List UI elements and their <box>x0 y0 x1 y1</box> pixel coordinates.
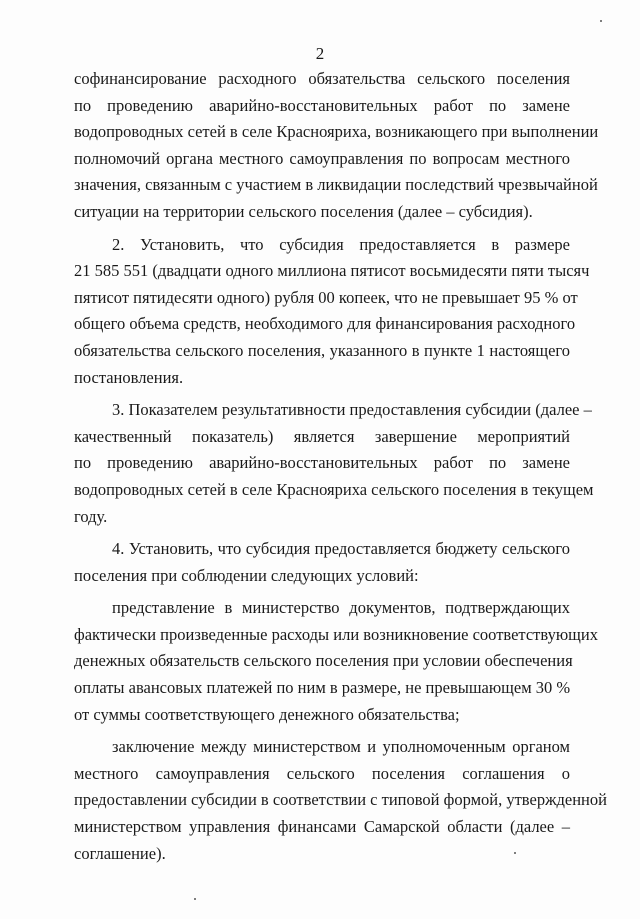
text-line: заключение между министерством и уполномоченным органом <box>112 737 570 757</box>
text-line: общего объема средств, необходимого для финансирования расходного <box>74 314 576 334</box>
text-line: фактически произведенные расходы или возникновение соответствующих <box>74 624 598 644</box>
text-line: значения, связанным с участием в ликвидации последствий чрезвычайной <box>74 175 598 195</box>
text-line: министерством управления финансами Самарской области (далее – <box>74 817 570 837</box>
text-line: денежных обязательств сельского поселения при условии обеспечения <box>74 651 573 671</box>
paragraph-6 <box>74 734 607 867</box>
paragraph-5 <box>74 595 598 728</box>
text-line: пятисот пятидесяти одного) рубля 00 копеек, что не превышает 95 % от <box>74 287 578 307</box>
text-line: местного самоуправления сельского поселения соглашения о <box>74 763 570 783</box>
text-line: представление в министерство документов, подтверждающих <box>112 598 570 618</box>
scan-speck <box>600 20 602 22</box>
text-line: постановления. <box>74 367 184 387</box>
text-line: 3. Показателем результативности предоставления субсидии (далее – <box>112 400 592 420</box>
text-line: обязательства сельского поселения, указанного в пункте 1 настоящего <box>74 340 570 360</box>
text-line: оплаты авансовых платежей по ним в размере, не превышающем 30 % <box>74 678 571 698</box>
text-line: полномочий органа местного самоуправления по вопросам местного <box>74 148 570 168</box>
text-line: по проведению аварийно-восстановительных работ по замене <box>74 95 570 115</box>
scan-speck <box>194 898 196 900</box>
paragraph-2 <box>74 232 590 392</box>
text-line: от суммы соответствующего денежного обязательства; <box>74 704 460 724</box>
text-line: предоставлении субсидии в соответствии с типовой формой, утвержденной <box>74 790 607 810</box>
paragraph-4 <box>74 536 570 589</box>
text-line: софинансирование расходного обязательства сельского поселения <box>74 69 570 88</box>
text-line: соглашение). <box>74 843 166 863</box>
document-body <box>74 66 607 873</box>
text-line: поселения при соблюдении следующих условий: <box>74 565 419 585</box>
text-line: 21 585 551 (двадцати одного миллиона пятисот восьмидесяти пяти тысяч <box>74 261 590 281</box>
scan-speck <box>514 852 516 854</box>
text-line: году. <box>74 506 108 526</box>
text-line: ситуации на территории сельского поселения (далее – субсидия). <box>74 201 533 221</box>
paragraph-1 <box>74 66 599 226</box>
text-line: по проведению аварийно-восстановительных работ по замене <box>74 453 570 473</box>
text-line: 2. Установить, что субсидия предоставляется в размере <box>112 234 570 254</box>
text-line: водопроводных сетей в селе Краснояриха сельского поселения в текущем <box>74 479 594 499</box>
text-line: качественный показатель) является завершение мероприятий <box>74 426 570 446</box>
text-line: 4. Установить, что субсидия предоставляется бюджету сельского <box>112 539 570 559</box>
paragraph-3 <box>74 397 594 530</box>
page-number: 2 <box>315 44 325 63</box>
text-line: водопроводных сетей в селе Краснояриха, возникающего при выполнении <box>74 122 599 142</box>
